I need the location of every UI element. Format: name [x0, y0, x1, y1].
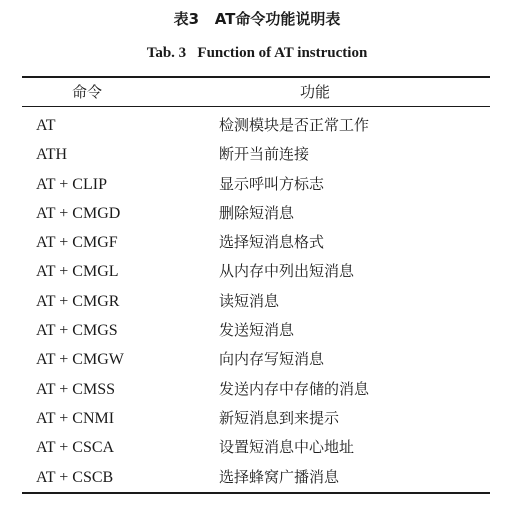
bottom-rule [22, 492, 490, 494]
table-title-english: Tab. 3 Function of AT instruction [146, 45, 368, 61]
table-row [22, 170, 490, 199]
function-cell: 读短消息 [219, 291, 280, 310]
command-cell: AT + CSCB [36, 468, 114, 486]
table-row [22, 199, 490, 228]
function-cell: 发送短消息 [219, 321, 295, 340]
top-rule [22, 76, 490, 78]
function-cell: 断开当前连接 [219, 145, 310, 164]
command-cell: AT [36, 117, 56, 134]
column-header-command: 命令 [72, 83, 103, 101]
function-cell: 从内存中列出短消息 [219, 262, 355, 281]
function-cell: 向内存写短消息 [219, 350, 325, 369]
table-row [22, 228, 490, 257]
function-cell: 新短消息到来提示 [219, 408, 340, 427]
table-title-chinese: 表3 AT命令功能说明表 [173, 10, 341, 28]
table-row [22, 316, 490, 345]
command-cell: AT + CMGD [36, 204, 121, 222]
table-row [22, 287, 490, 316]
table-row [22, 375, 490, 404]
command-cell: AT + CLIP [36, 175, 107, 193]
header-rule [22, 106, 490, 107]
command-cell: AT + CNMI [36, 409, 115, 427]
function-cell: 设置短消息中心地址 [219, 438, 355, 457]
table-row [22, 140, 490, 169]
function-cell: 检测模块是否正常工作 [219, 116, 370, 134]
table-body [22, 111, 490, 492]
command-cell: AT + CMGL [36, 263, 119, 281]
function-cell: 选择蜂窝广播消息 [219, 467, 340, 486]
function-cell: 删除短消息 [219, 203, 295, 222]
function-cell: 显示呼叫方标志 [219, 174, 325, 193]
command-cell: ATH [36, 146, 68, 164]
command-cell: AT + CMGW [36, 351, 124, 369]
table-row [22, 345, 490, 374]
column-header-function: 功能 [300, 83, 331, 101]
command-cell: AT + CSCA [36, 439, 115, 457]
function-cell: 选择短消息格式 [219, 233, 325, 252]
table-row [22, 463, 490, 492]
command-cell: AT + CMSS [36, 380, 115, 398]
command-cell: AT + CMGS [36, 322, 118, 340]
function-cell: 发送内存中存储的消息 [219, 379, 370, 398]
table-row [22, 257, 490, 286]
table-row [22, 433, 490, 462]
table-row [22, 404, 490, 433]
table-row [22, 111, 490, 140]
command-cell: AT + CMGR [36, 292, 120, 310]
command-cell: AT + CMGF [36, 234, 118, 252]
